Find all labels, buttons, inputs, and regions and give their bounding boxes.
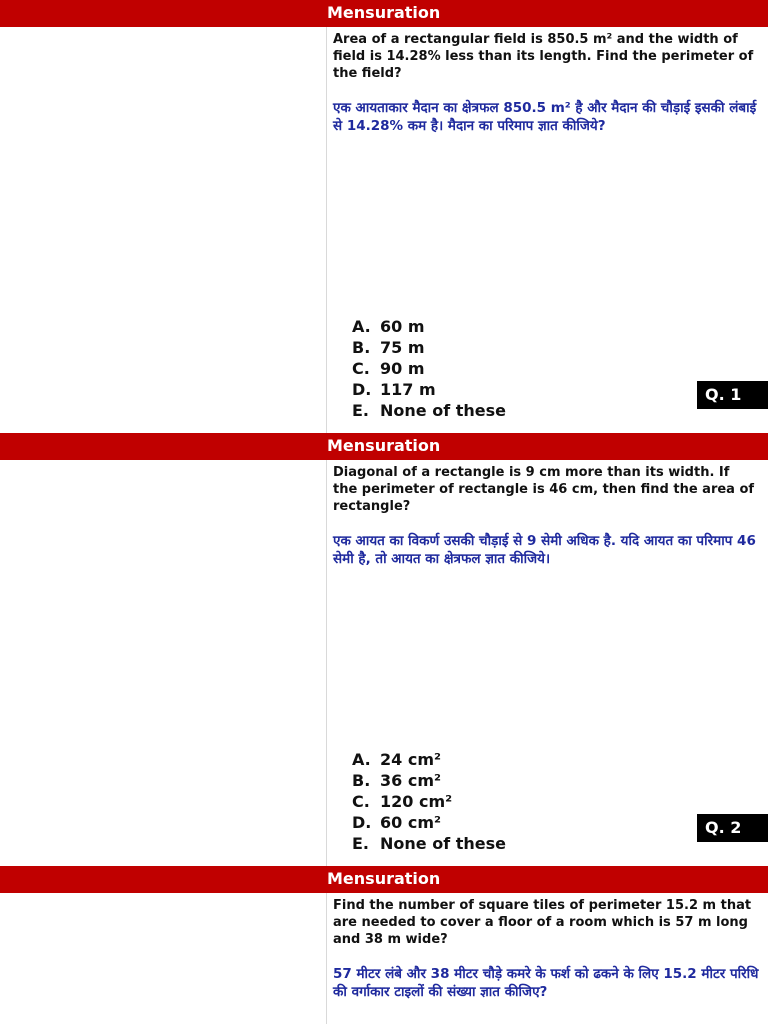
option-c xyxy=(352,791,506,812)
option-c xyxy=(352,358,506,379)
question-text-english: Diagonal of a rectangle is 9 cm more than its width. If the perimeter of rectangle is 46 cm, then find the area of rectangle? xyxy=(333,465,755,514)
option-text: 75 m xyxy=(380,338,425,357)
section-title: Mensuration xyxy=(327,869,441,888)
option-text: 36 cm² xyxy=(380,771,441,790)
option-letter: E. xyxy=(352,834,370,853)
option-text: None of these xyxy=(380,834,506,853)
section-title: Mensuration xyxy=(327,3,441,22)
option-text: 117 m xyxy=(380,380,436,399)
question-slide-2 xyxy=(0,433,768,866)
option-letter: E. xyxy=(352,401,370,420)
option-letter: B. xyxy=(352,338,371,357)
section-header-bar xyxy=(0,866,768,893)
option-d xyxy=(352,379,506,400)
section-title: Mensuration xyxy=(327,436,441,455)
option-b xyxy=(352,337,506,358)
option-letter: C. xyxy=(352,359,370,378)
answer-options xyxy=(352,316,506,421)
column-divider xyxy=(326,893,327,1024)
section-header-bar xyxy=(0,0,768,27)
option-d xyxy=(352,812,506,833)
column-divider xyxy=(326,460,327,866)
option-letter: A. xyxy=(352,317,371,336)
option-letter: C. xyxy=(352,792,370,811)
option-letter: D. xyxy=(352,380,372,399)
option-text: None of these xyxy=(380,401,506,420)
option-letter: B. xyxy=(352,771,371,790)
question-text-english: Area of a rectangular field is 850.5 m² and the width of field is 14.28% less than its length. Find the perimeter of the field? xyxy=(333,32,754,81)
answer-options xyxy=(352,749,506,854)
column-divider xyxy=(326,27,327,433)
option-letter: A. xyxy=(352,750,371,769)
option-text: 90 m xyxy=(380,359,425,378)
question-number-badge: Q. 1 xyxy=(697,381,768,409)
option-e xyxy=(352,400,506,421)
question-text-hindi: एक आयताकार मैदान का क्षेत्रफल 850.5 m² है और मैदान की चौड़ाई इसकी लंबाई से 14.28% कम है। मैदान का परिमाप ज्ञात कीजिये? xyxy=(333,100,757,134)
option-text: 24 cm² xyxy=(380,750,441,769)
question-number-badge: Q. 2 xyxy=(697,814,768,842)
question-slide-1 xyxy=(0,0,768,433)
question-text-hindi: एक आयत का विकर्ण उसकी चौड़ाई से 9 सेमी अधिक है. यदि आयत का परिमाप 46 सेमी है, तो आयत का क्षेत्रफल ज्ञात कीजिये। xyxy=(333,533,756,567)
option-a xyxy=(352,749,506,770)
option-b xyxy=(352,770,506,791)
option-a xyxy=(352,316,506,337)
option-e xyxy=(352,833,506,854)
option-text: 60 cm² xyxy=(380,813,441,832)
question-slide-3 xyxy=(0,866,768,1024)
question-text-hindi: 57 मीटर लंबे और 38 मीटर चौड़े कमरे के फर्श को ढकने के लिए 15.2 मीटर परिधि की वर्गाकार टाइलों की संख्या ज्ञात कीजिए? xyxy=(333,966,759,1000)
section-header-bar xyxy=(0,433,768,460)
option-text: 60 m xyxy=(380,317,425,336)
question-text-english: Find the number of square tiles of perimeter 15.2 m that are needed to cover a floor of a room which is 57 m long and 38 m wide? xyxy=(333,898,752,947)
option-text: 120 cm² xyxy=(380,792,453,811)
option-letter: D. xyxy=(352,813,372,832)
